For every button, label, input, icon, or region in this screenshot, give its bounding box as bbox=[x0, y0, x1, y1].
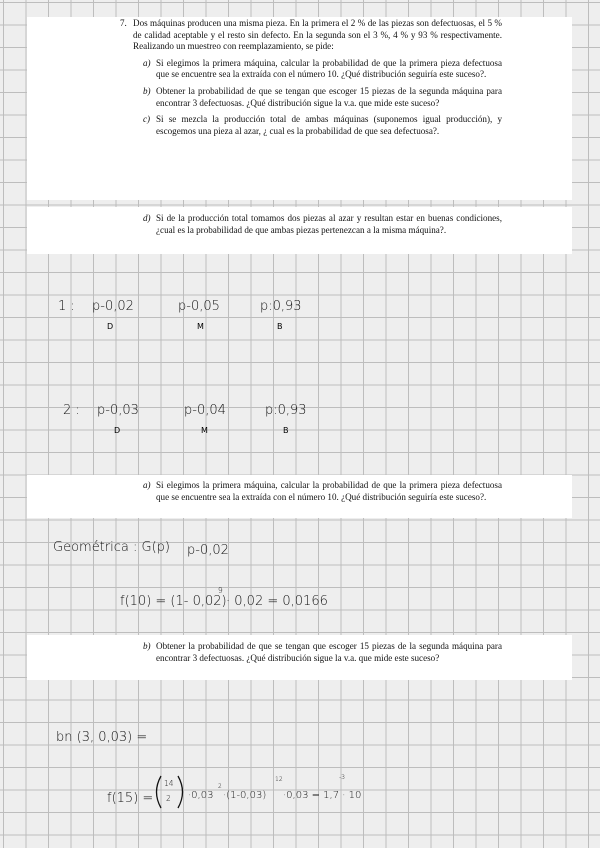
part-b-term3-exp: -3 bbox=[339, 774, 345, 781]
problem-intro bbox=[27, 18, 572, 53]
machine2-p-acceptable: p-0,04 bbox=[184, 403, 226, 418]
part-b-label: b) bbox=[143, 85, 151, 96]
machine1-label: 1 : bbox=[58, 299, 75, 314]
part-d-text: Si de la producción total tomamos dos piezas al azar y resultan estar en buenas condiciones, ¿cual es la probabilidad de que ambas piezas pertenezcan a la misma máquina?. bbox=[156, 213, 502, 235]
part-b-repeat-statement bbox=[27, 641, 572, 664]
part-b-term1: ·0,03 bbox=[188, 790, 214, 801]
problem-statement-block bbox=[27, 17, 572, 200]
part-a-formula-left: f(10) = (1- 0,02) bbox=[120, 594, 227, 609]
part-a-repeat-label: a) bbox=[143, 480, 151, 490]
binomial-top: 14 bbox=[164, 779, 174, 788]
part-c-text: Si se mezcla la producción total de ambas máquinas (suponemos igual producción), y escogemos una pieza al azar, ¿ cual es la probabilidad de que sea defectuosa?. bbox=[156, 114, 502, 136]
problem-number: 7. bbox=[120, 18, 127, 28]
machine2-p-defective: p-0,03 bbox=[97, 403, 139, 418]
part-a-statement bbox=[27, 58, 572, 81]
machine2-sub-b: B bbox=[283, 426, 289, 435]
part-b-repeat-block bbox=[27, 635, 572, 680]
part-a-formula-exponent: 9 bbox=[218, 586, 223, 595]
part-b-term1-exp: 2 bbox=[218, 783, 222, 790]
binomial-left-paren bbox=[151, 775, 163, 809]
part-a-label: a) bbox=[143, 57, 151, 68]
part-a-repeat-statement bbox=[27, 480, 572, 503]
part-c-statement bbox=[27, 114, 572, 137]
part-b-repeat-text: Obtener la probabilidad de que se tengan que escoger 15 piezas de la segunda máquina para encontrar 3 defectuosas. ¿Qué distribución sigue la v.a. que mide este suceso? bbox=[156, 641, 502, 663]
machine2-label: 2 : bbox=[63, 403, 80, 418]
part-a-repeat-block bbox=[27, 475, 572, 518]
machine2-sub-m: M bbox=[201, 426, 208, 435]
part-b-term2-exp: 12 bbox=[275, 776, 283, 783]
part-b-statement bbox=[27, 86, 572, 109]
part-b-term2: ·(1-0,03) bbox=[223, 790, 267, 801]
part-d-label: d) bbox=[143, 213, 151, 223]
part-d-block bbox=[27, 207, 572, 254]
part-a-repeat-text: Si elegimos la primera máquina, calcular la probabilidad de que la primera pieza defectuosa que se encuentre sea la extraída con el número 10. ¿Qué distribución seguiría este suceso?. bbox=[156, 480, 502, 502]
part-a-p-value: p-0,02 bbox=[187, 543, 229, 558]
problem-intro-text: Dos máquinas producen una misma pieza. En la primera el 2 % de las piezas son defectuosas, el 5 % de calidad aceptable y el resto sin defecto. En la segunda son el 3 %, 4 % y 93 % respectivamente. Realizando un muestreo con reemplazamiento, se pide: bbox=[133, 18, 502, 52]
part-b-repeat-label: b) bbox=[143, 641, 151, 651]
part-a-formula-right: · 0,02 = 0,0166 bbox=[226, 594, 328, 609]
part-b-f-label: f(15) = bbox=[107, 791, 154, 806]
binomial-right-paren bbox=[176, 775, 188, 809]
machine1-sub-b: B bbox=[277, 322, 283, 331]
machine1-sub-d: D bbox=[107, 322, 114, 331]
part-b-distribution: bn (3, 0,03) = bbox=[56, 730, 148, 745]
machine1-p-good: p:0,93 bbox=[260, 299, 302, 314]
part-d-statement bbox=[27, 213, 572, 236]
machine2-sub-d: D bbox=[114, 426, 121, 435]
part-a-distribution: Geométrica : G(p) bbox=[53, 540, 170, 555]
part-a-text: Si elegimos la primera máquina, calcular la probabilidad de que la primera pieza defectuosa que se encuentre sea la extraída con el número 10. ¿Qué distribución seguiría este suceso?. bbox=[156, 57, 502, 80]
machine1-p-defective: p-0,02 bbox=[92, 299, 134, 314]
part-b-term3: ·0,03 = 1,7 · 10 bbox=[283, 790, 362, 801]
binomial-bottom: 2 bbox=[166, 794, 171, 803]
part-c-label: c) bbox=[143, 114, 151, 125]
machine1-sub-m: M bbox=[197, 322, 204, 331]
machine2-p-good: p:0,93 bbox=[265, 403, 307, 418]
part-b-text: Obtener la probabilidad de que se tengan que escoger 15 piezas de la segunda máquina para encontrar 3 defectuosas. ¿Qué distribución sigue la v.a. que mide este suceso? bbox=[156, 85, 502, 108]
machine1-p-acceptable: p-0,05 bbox=[178, 299, 220, 314]
